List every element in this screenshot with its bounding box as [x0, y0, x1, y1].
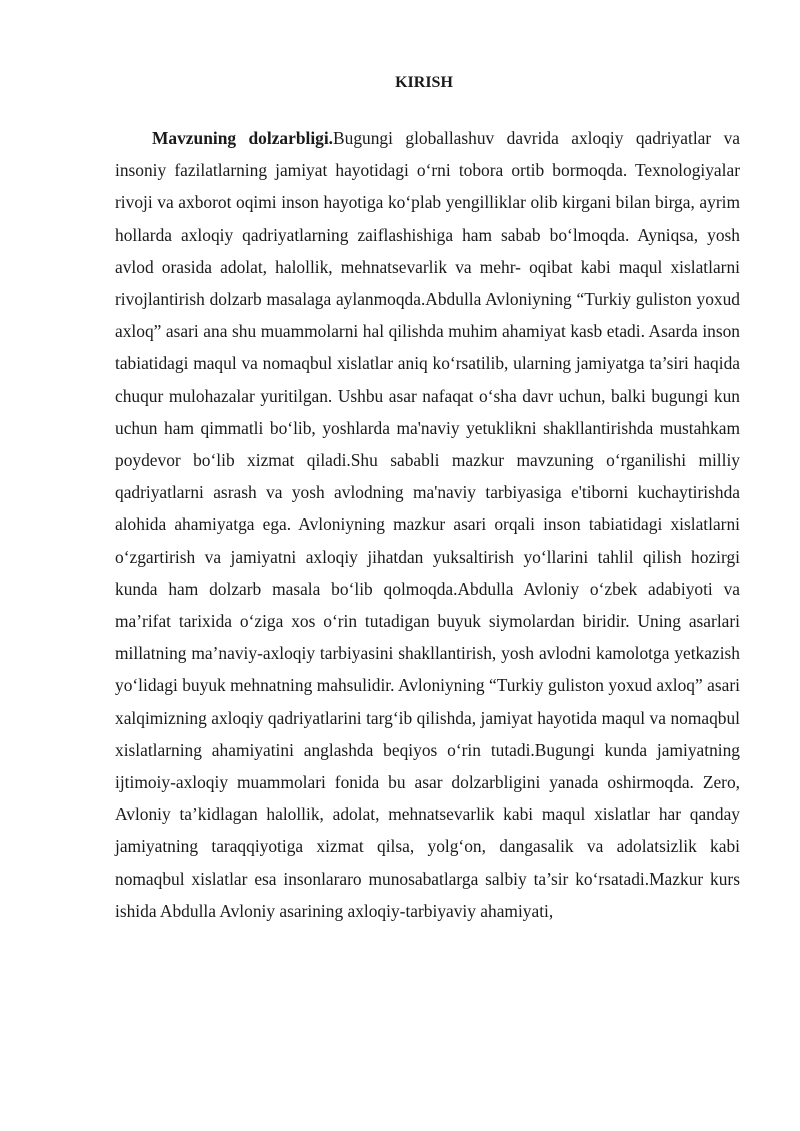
section-heading: KIRISH — [395, 74, 453, 91]
relevance-lead: Mavzuning dolzarbligi. — [152, 128, 334, 148]
intro-paragraph — [115, 122, 740, 927]
paragraph-body: Bugungi globallashuv davrida axloqiy qadriyatlar va insoniy fazilatlarning jamiyat hayotidagi o‘rni tobora ortib bormoqda. Texnologiyalar rivoji va axborot oqimi inson hayotiga ko‘plab yengilliklar olib kirgani bilan birga, ayrim hollarda axloqiy qadriyatlarning zaiflashishiga ham sabab bo‘lmoqda. Ayniqsa, yosh avlod orasida adolat, halollik, mehnatsevarlik va mehr- oqibat kabi maqul xislatlarni rivojlantirish dolzarb masalaga aylanmoqda.Abdulla Avloniyning “Turkiy guliston yoxud axloq” asari ana shu muammolarni hal qilishda muhim ahamiyat kasb etadi. Asarda inson tabiatidagi maqul va nomaqbul xislatlar aniq ko‘rsatilib, ularning jamiyatga ta’siri haqida chuqur mulohazalar yuritilgan. Ushbu asar nafaqat o‘sha davr uchun, balki bugungi kun uchun ham qimmatli bo‘lib, yoshlarda ma'naviy yetuklikni shakllantirishda mustahkam poydevor bo‘lib xizmat qiladi.Shu sababli mazkur mavzuning o‘rganilishi milliy qadriyatlarni asrash va yosh avlodning ma'naviy tarbiyasiga e'tiborni kuchaytirishda alohida ahamiyatga ega. Avloniyning mazkur asari orqali inson tabiatidagi xislatlarni o‘zgartirish va jamiyatni axloqiy jihatdan yuksaltirish yo‘llarini tahlil qilish hozirgi kunda ham dolzarb masala bo‘lib qolmoqda.Abdulla Avloniy o‘zbek adabiyoti va ma’rifat tarixida o‘ziga xos o‘rin tutadigan buyuk siymolardan biridir. Uning asarlari millatning ma’naviy-axloqiy tarbiyasini shakllantirish, yosh avlodni kamolotga yetkazish yo‘lidagi buyuk mehnatning mahsulidir. Avloniyning “Turkiy guliston yoxud axloq” asari xalqimizning axloqiy qadriyatlarini targ‘ib qilishda, jamiyat hayotida maqul va nomaqbul xislatlarning ahamiyatini anglashda beqiyos o‘rin tutadi.Bugungi kunda jamiyatning ijtimoiy-axloqiy muammolari fonida bu asar dolzarbligini yanada oshirmoqda. Zero, Avloniy ta’kidlagan halollik, adolat, mehnatsevarlik kabi maqul xislatlar har qanday jamiyatning taraqqiyotiga xizmat qilsa, yolg‘on, dangasalik va adolatsizlik kabi nomaqbul xislatlar esa insonlararo munosabatlarga salbiy ta’sir ko‘rsatadi.Mazkur kurs ishida Abdulla Avloniy asarining axloqiy-tarbiyaviy ahamiyati, — [115, 128, 740, 921]
